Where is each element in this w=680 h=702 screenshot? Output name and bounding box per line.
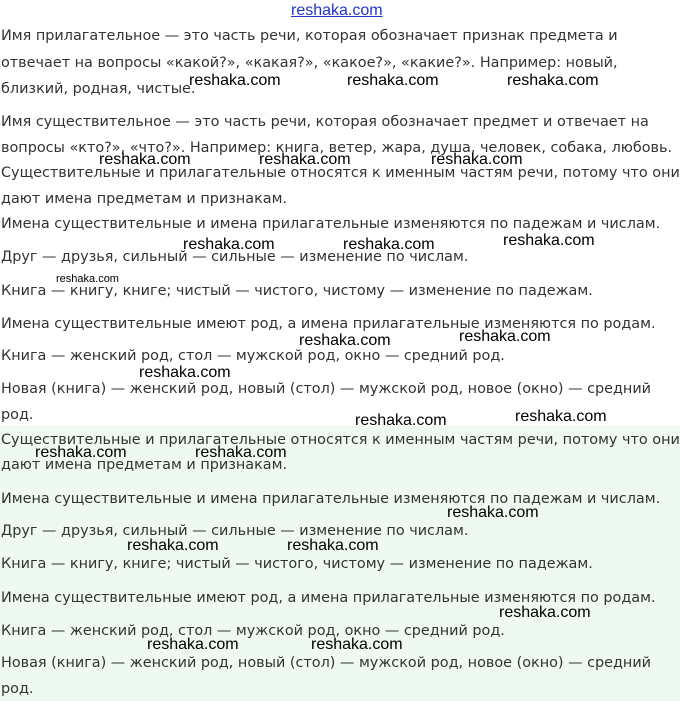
text-line: Существительные и прилагательные относятся к именным частям речи, потому что они — [1, 432, 680, 448]
watermark: reshaka.com — [355, 412, 447, 429]
text-line: род. — [1, 681, 34, 697]
text-line: Книга — женский род, стол — мужской род, окно — средний род. — [1, 623, 505, 639]
watermark: reshaka.com — [195, 444, 287, 461]
text-line: род. — [1, 407, 34, 423]
watermark-link[interactable]: reshaka.com — [291, 2, 383, 19]
watermark: reshaka.com — [507, 72, 599, 89]
text-line: дают имена предметам и признакам. — [1, 457, 288, 473]
watermark: reshaka.com — [343, 236, 435, 253]
watermark: reshaka.com — [56, 273, 119, 285]
text-line: Имена существительные и имена прилагательные изменяются по падежам и числам. — [1, 216, 661, 232]
watermark: reshaka.com — [503, 232, 595, 249]
text-line: Имя существительное — это часть речи, которая обозначает предмет и отвечает на — [1, 114, 649, 130]
text-line: дают имена предметам и признакам. — [1, 191, 288, 207]
watermark: reshaka.com — [311, 636, 403, 653]
watermark: reshaka.com — [431, 151, 523, 168]
watermark: reshaka.com — [183, 236, 275, 253]
watermark: reshaka.com — [459, 328, 551, 345]
text-line: Книга — книгу, книге; чистый — чистого, чистому — изменение по падежам. — [1, 283, 593, 299]
text-line: вопросы «кто?», «что?». Например: книга, ветер, жара, душа, человек, собака, любовь. — [1, 140, 673, 156]
watermark: reshaka.com — [99, 151, 191, 168]
text-line: Имя прилагательное — это часть речи, которая обозначает признак предмета и — [1, 28, 618, 44]
watermark: reshaka.com — [299, 332, 391, 349]
text-line: Друг — друзья, сильный — сильные — изменение по числам. — [1, 523, 469, 539]
watermark: reshaka.com — [189, 72, 281, 89]
text-line: Книга — книгу, книге; чистый — чистого, чистому — изменение по падежам. — [1, 556, 593, 572]
text-line: Новая (книга) — женский род, новый (стол) — мужской род, новое (окно) — средний — [1, 655, 652, 671]
text-line: Друг — друзья, сильный — сильные — изменение по числам. — [1, 249, 469, 265]
watermark: reshaka.com — [499, 604, 591, 621]
watermark: reshaka.com — [147, 636, 239, 653]
watermark: reshaka.com — [35, 444, 127, 461]
text-line: Имена существительные имеют род, а имена прилагательные изменяются по родам. — [1, 590, 656, 606]
text-line: Имена существительные и имена прилагательные изменяются по падежам и числам. — [1, 491, 661, 507]
text-line: Имена существительные имеют род, а имена прилагательные изменяются по родам. — [1, 316, 656, 332]
watermark: reshaka.com — [347, 72, 439, 89]
watermark: reshaka.com — [259, 151, 351, 168]
text-line: Новая (книга) — женский род, новый (стол) — мужской род, новое (окно) — средний — [1, 381, 652, 397]
watermark: reshaka.com — [287, 537, 379, 554]
watermark: reshaka.com — [127, 537, 219, 554]
text-line: Книга — женский род, стол — мужской род, окно — средний род. — [1, 348, 505, 364]
watermark: reshaka.com — [515, 408, 607, 425]
text-line: отвечает на вопросы «какой?», «какая?», «какое?», «какие?». Например: новый, — [1, 55, 618, 71]
text-line: Существительные и прилагательные относятся к именным частям речи, потому что они — [1, 165, 680, 181]
text-line: близкий, родная, чистые. — [1, 81, 196, 97]
watermark: reshaka.com — [139, 364, 231, 381]
watermark: reshaka.com — [447, 504, 539, 521]
